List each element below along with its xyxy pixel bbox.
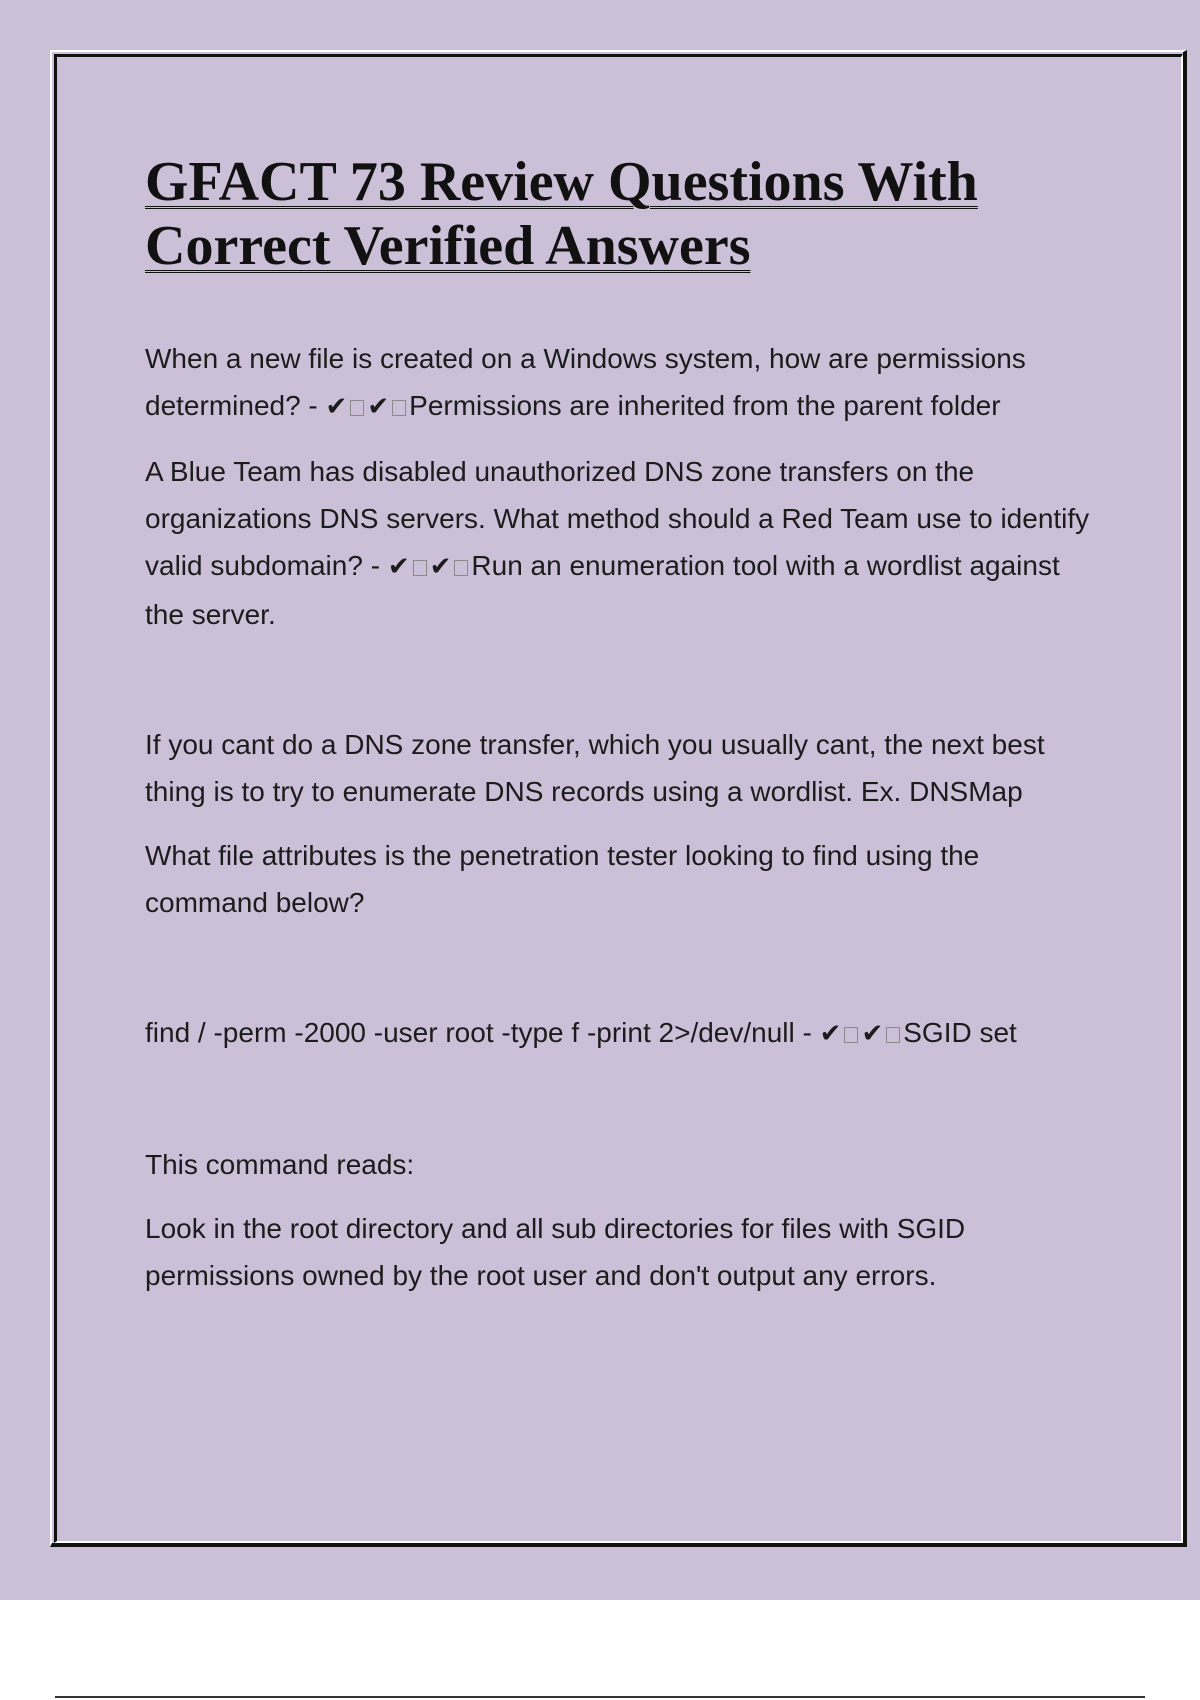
answer-text: Run an enumeration tool with a wordlist against the server. [145, 550, 1060, 630]
qa-separator: - [794, 1017, 820, 1048]
command-text: find / -perm -2000 -user root -type f -print 2>/dev/null [145, 1017, 795, 1048]
qa-separator: - [300, 390, 326, 421]
question-text: When a new file is created on a Windows system, how are permissions determined? [145, 343, 1026, 421]
command-reads-label: This command reads: [145, 1149, 415, 1180]
box-icon [886, 1027, 900, 1043]
check-mark-icon: ✔ [429, 552, 452, 582]
check-mark-icon: ✔ [325, 392, 348, 422]
document-body [145, 335, 1095, 1299]
qa-command-entry [145, 1009, 1095, 1058]
box-icon [413, 560, 427, 576]
check-mark-icon: ✔ [387, 552, 410, 582]
answer-text: Permissions are inherited from the parent folder [409, 390, 1001, 421]
question-file-attributes: What file attributes is the penetration tester looking to find using the command below? [145, 840, 980, 918]
note-dns-paragraph: If you cant do a DNS zone transfer, which you usually cant, the next best thing is to try to enumerate DNS records using a wordlist. Ex. DNSMap [145, 729, 1045, 807]
box-icon [392, 400, 406, 416]
qa-entry-1 [145, 335, 1095, 431]
check-mark-icon: ✔ [861, 1019, 884, 1049]
answer-text: SGID set [903, 1017, 1017, 1048]
qa-entry-2 [145, 448, 1095, 638]
question-text: A Blue Team has disabled unauthorized DNS zone transfers on the organizations DNS servers. What method should a Red Team use to identify valid subdomain? [145, 456, 1090, 581]
box-icon [350, 400, 364, 416]
document-title: GFACT 73 Review Questions With Correct Verified Answers [145, 151, 978, 277]
box-icon [454, 560, 468, 576]
check-mark-icon: ✔ [819, 1019, 842, 1049]
check-mark-icon: ✔ [367, 392, 390, 422]
command-explanation: Look in the root directory and all sub directories for files with SGID permissions owned by the root user and don't output any errors. [145, 1213, 966, 1291]
box-icon [844, 1027, 858, 1043]
footer-rule [55, 1696, 1145, 1698]
qa-separator: - [362, 550, 388, 581]
